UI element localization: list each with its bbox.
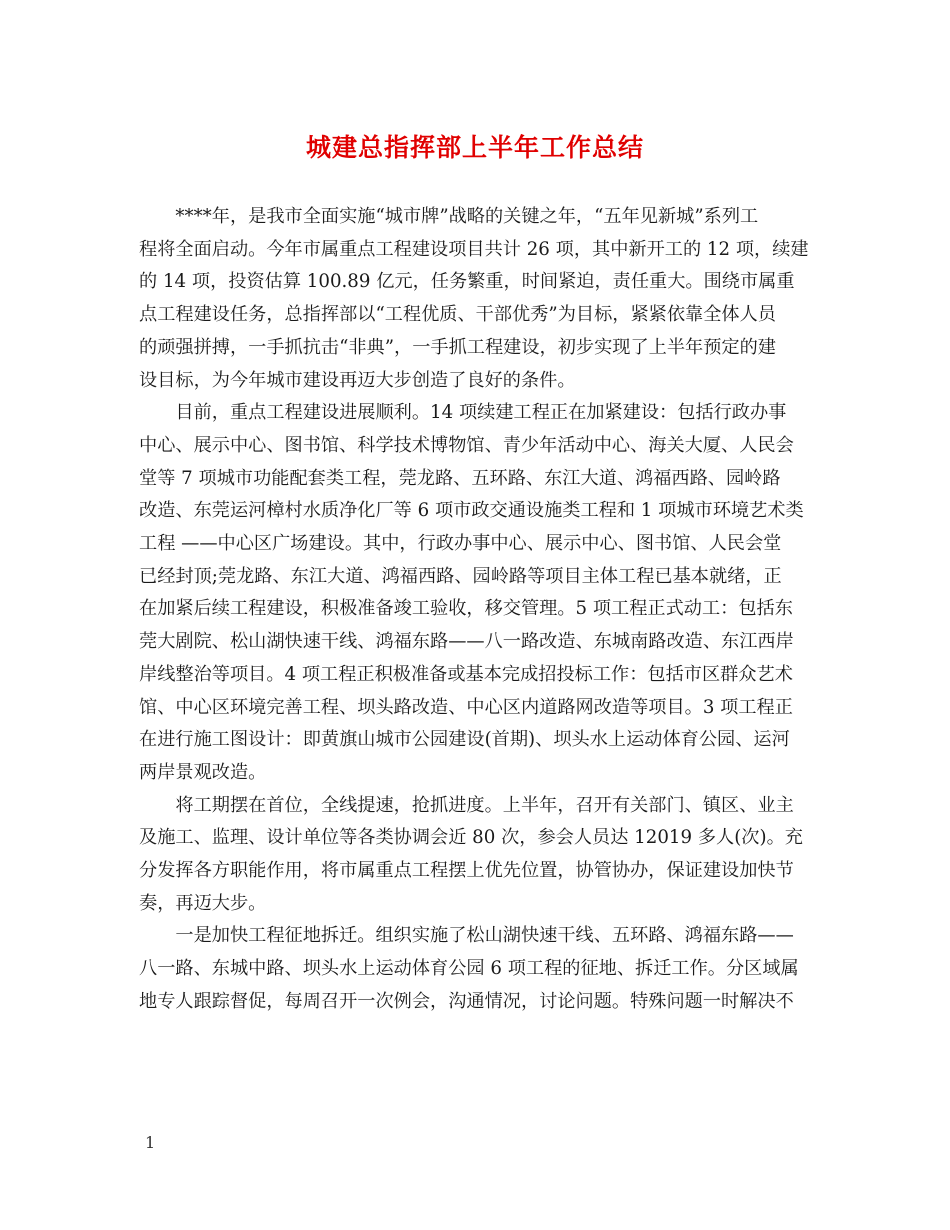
text-line: 在加紧后续工程建设，积极准备竣工验收，移交管理。5 项工程正式动工：包括东 — [139, 598, 793, 620]
text-line: 奏，再迈大步。 — [139, 892, 267, 914]
text-line: 地专人跟踪督促，每周召开一次例会，沟通情况，讨论问题。特殊问题一时解决不 — [139, 990, 794, 1012]
paragraph — [139, 920, 811, 1018]
paragraph — [139, 201, 811, 397]
text-line: 改造、东莞运河樟村水质净化厂等 6 项市政交通设施类工程和 1 项城市环境艺术类 — [139, 500, 804, 522]
text-line: 莞大剧院、松山湖快速干线、鸿福东路——八一路改造、东城南路改造、东江西岸 — [139, 631, 794, 653]
text-line: 一是加快工程征地拆迁。组织实施了松山湖快速干线、五环路、鸿福东路—— — [175, 925, 794, 947]
text-line: 设目标，为今年城市建设再迈大步创造了良好的条件。 — [139, 369, 576, 391]
text-line: ****年，是我市全面实施“城市牌”战略的关键之年，“五年见新城”系列工 — [175, 206, 759, 227]
text-line: 点工程建设任务，总指挥部以“工程优质、干部优秀”为目标，紧紧依靠全体人员 — [139, 304, 776, 326]
text-line: 将工期摆在首位，全线提速，抢抓进度。上半年，召开有关部门、镇区、业主 — [175, 794, 794, 816]
paragraph — [139, 397, 811, 789]
text-line: 堂等 7 项城市功能配套类工程，莞龙路、五环路、东江大道、鸿福西路、园岭路 — [139, 467, 781, 489]
paragraph — [139, 790, 811, 921]
text-line: 的 14 项，投资估算 100.89 亿元，任务繁重，时间紧迫，责任重大。围绕市属重 — [139, 271, 795, 293]
text-line: 分发挥各方职能作用，将市属重点工程摆上优先位置，协管协办，保证建设加快节 — [139, 860, 794, 882]
document-body — [139, 201, 811, 1019]
text-line: 八一路、东城中路、坝头水上运动体育公园 6 项工程的征地、拆迁工作。分区域属 — [139, 958, 799, 980]
text-line: 工程 ——中心区广场建设。其中，行政办事中心、展示中心、图书馆、人民会堂 — [139, 533, 782, 555]
text-line: 目前，重点工程建设进展顺利。14 项续建工程正在加紧建设：包括行政办事 — [175, 402, 787, 424]
text-line: 的顽强拼搏，一手抓抗击“非典”，一手抓工程建设，初步实现了上半年预定的建 — [139, 336, 776, 358]
text-line: 岸线整治等项目。4 项工程正积极准备或基本完成招投标工作：包括市区群众艺术 — [139, 663, 793, 685]
text-line: 在进行施工图设计：即黄旗山城市公园建设(首期)、坝头水上运动体育公园、运河 — [139, 729, 790, 751]
text-line: 已经封顶;莞龙路、东江大道、鸿福西路、园岭路等项目主体工程已基本就绪，正 — [139, 565, 782, 587]
text-line: 中心、展示中心、图书馆、科学技术博物馆、青少年活动中心、海关大厦、人民会 — [139, 434, 794, 456]
text-line: 及施工、监理、设计单位等各类协调会近 80 次，参会人员达 12019 多人(次)。充 — [139, 827, 803, 849]
document-title: 城建总指挥部上半年工作总结 — [305, 133, 644, 162]
page-number: 1 — [145, 1133, 156, 1152]
text-line: 程将全面启动。今年市属重点工程建设项目共计 26 项，其中新开工的 12 项，续建 — [139, 238, 809, 260]
text-line: 馆、中心区环境完善工程、坝头路改造、中心区内道路网改造等项目。3 项工程正 — [139, 696, 793, 718]
text-line: 两岸景观改造。 — [139, 761, 267, 783]
